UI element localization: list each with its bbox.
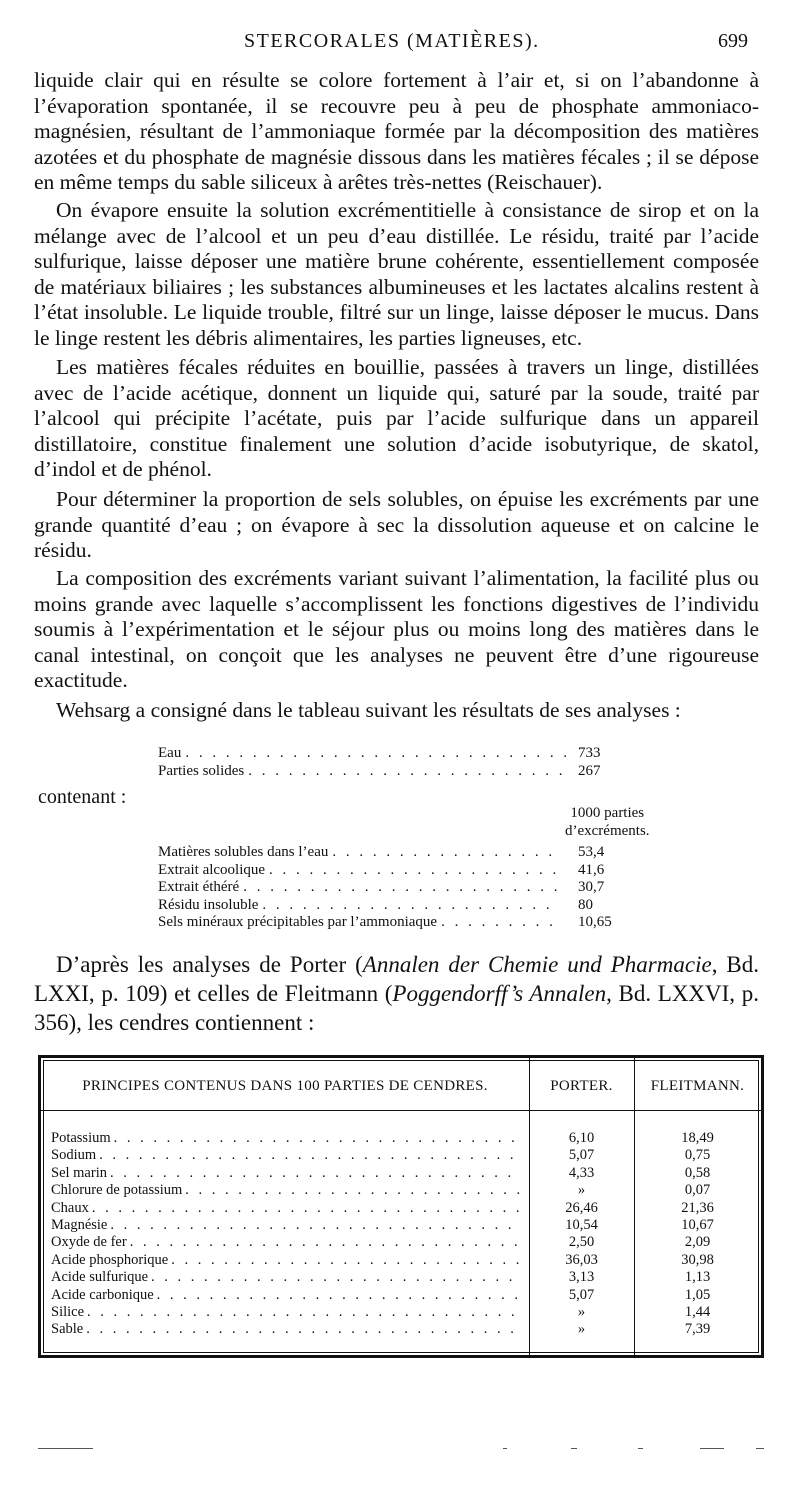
principle-name: Acide carbonique [51,1286,154,1303]
totals-label: Eau [158,745,182,761]
component-value: 80 [578,896,593,913]
intro-text-3: , Bd. LXXVI, p. 356), les cendres contiennent : [34,981,759,1035]
porter-value: 5,07 [568,1286,595,1303]
scan-mark [503,1448,507,1449]
table-row [51,1130,757,1147]
table-row [51,1269,757,1286]
components-list [158,844,638,932]
scan-mark [638,1448,643,1449]
fleitmann-value: 1,44 [684,1303,711,1320]
component-label: Extrait éthéré [158,879,240,895]
totals-row [158,762,618,780]
component-row [158,879,638,897]
leader-dots [171,1252,521,1269]
scan-mark [38,1448,93,1449]
leader-dots [262,897,560,915]
principle-name: Acide sulfurique [51,1269,149,1286]
leader-dots [151,1269,521,1286]
fleitmann-value: 0,07 [684,1182,711,1199]
porter-value: » [577,1182,586,1199]
fleitmann-value: 0,75 [684,1147,711,1164]
leader-dots [441,914,560,932]
table-row [51,1287,757,1304]
fleitmann-value: 1,13 [684,1269,711,1286]
totals-list [158,744,618,780]
leader-dots [92,1200,521,1217]
table-row [51,1234,757,1251]
principle-name: Potassium [51,1130,111,1146]
porter-value: 26,46 [565,1199,598,1216]
totals-label: Parties solides [158,763,245,779]
ash-composition-table [38,1055,764,1358]
fleitmann-value: 0,58 [684,1164,711,1181]
table-header [41,1058,761,1111]
porter-value: 6,10 [568,1130,595,1146]
principle-name: Sodium [51,1147,97,1164]
header-porter: PORTER. [550,1078,613,1094]
column-caption [565,804,650,840]
component-value: 53,4 [578,844,605,860]
leader-dots [110,1165,521,1182]
principle-name: Chaux [51,1199,89,1216]
porter-value: 3,13 [568,1269,595,1286]
table-row [51,1147,757,1164]
component-row [158,844,638,862]
leader-dots [248,762,566,780]
fleitmann-value: 18,49 [681,1130,714,1146]
leader-dots [243,879,560,897]
principle-name: Sel marin [51,1164,107,1181]
porter-value: 10,54 [565,1216,598,1233]
leader-dots [332,844,560,862]
table-row [51,1182,757,1199]
principle-name: Silice [51,1303,85,1320]
scan-mark [571,1448,577,1449]
leader-dots [86,1321,521,1338]
intro-text-1: D’après les analyses de Porter ( [56,952,363,977]
table-body [51,1130,757,1339]
leader-dots [185,744,566,762]
porter-value: 4,33 [568,1164,595,1181]
paragraph-6: Wehsarg a consigné dans le tableau suivant les résultats de ses analyses : [56,698,681,722]
paragraph-3: Les matières fécales réduites en bouillie, passées à travers un linge, distillées avec de l’acide acétique, donnent un liquide qui, saturé par la soude, traité par l’alcool qui précipite l’acétate, puis par l’acide sulfurique dans un appareil distillatoire, constitue finalement une solution d’acide isobutyrique, de skatol, d’indol et de phénol. [34,355,759,481]
component-label: Résidu insoluble [158,896,259,913]
fleitmann-value: 1,05 [684,1286,711,1303]
running-head: STERCORALES (MATIÈRES). [244,30,540,52]
porter-value: » [577,1303,586,1320]
table-row [51,1200,757,1217]
porter-value: 36,03 [565,1251,598,1268]
porter-value: 2,50 [568,1234,595,1251]
component-row [158,862,638,880]
component-value: 10,65 [578,914,612,930]
component-value: 30,7 [578,879,605,895]
leader-dots [269,862,560,880]
totals-value: 267 [578,763,601,779]
leader-dots [99,1147,521,1164]
totals-value: 733 [578,745,601,761]
component-label: Extrait alcoolique [158,861,266,878]
table-row [51,1165,757,1182]
fleitmann-value: 10,67 [681,1216,714,1233]
leader-dots [157,1287,521,1304]
totals-row [158,744,618,762]
page-edge-marks [38,1448,764,1454]
table-row [51,1304,757,1321]
leader-dots [114,1130,521,1147]
component-value: 41,6 [578,861,605,878]
fleitmann-value: 30,98 [681,1251,714,1268]
paragraph-2: On évapore ensuite la solution excrémentitielle à consistance de sirop et on la mélange avec de l’alcool et un peu d’eau distillée. Le résidu, traité par l’acide sulfurique, laisse déposer une matière brune cohérente, essentiellement composée de matériaux biliaires ; les substances albumineuses et les lactates alcalins restent à l’état insoluble. Le liquide trouble, filtré sur un linge, laisse déposer le mucus. Dans le linge restent les débris alimentaires, les parties ligneuses, etc. [34,198,759,350]
leader-dots [110,1217,521,1234]
page-number: 699 [718,30,748,52]
principle-name: Acide phosphorique [51,1251,169,1268]
fleitmann-value: 7,39 [684,1321,711,1338]
column-caption-line-1: 1000 parties [570,805,645,821]
page-header [0,30,800,60]
table-row [51,1252,757,1269]
intro-text-2: , Bd. LXXI, p. 109) et celles de Fleitmann ( [34,952,760,1006]
leader-dots [185,1182,521,1199]
reference-annalen-chemie: Annalen der Chemie und Pharmacie [362,952,712,977]
scan-mark [756,1448,764,1449]
porter-value: 5,07 [568,1147,595,1164]
component-row [158,914,638,932]
paragraph-1: liquide clair qui en résulte se colore fortement à l’air et, si on l’abandonne à l’évaporation spontanée, il se recouvre peu à peu de phosphate ammoniaco-magnésien, résultant de l’ammoniaque formée par la décomposition des matières azotées et du phosphate de magnésie dissous dans les matières fécales ; il se dépose en même temps du sable siliceux à arêtes très-nettes (Reischauer). [34,68,759,194]
fleitmann-value: 21,36 [681,1199,714,1216]
fleitmann-value: 2,09 [684,1234,711,1251]
scan-mark [700,1448,724,1449]
leader-dots [130,1234,521,1251]
paragraph-5: La composition des excréments variant suivant l’alimentation, la facilité plus ou moins grande avec laquelle s’accomplissent les fonctions digestives de l’individu soumis à l’expérimentation et le séjour plus ou moins long des matières dans le canal intestinal, on conçoit que les analyses ne peuvent être d’une rigoureuse exactitude. [34,566,759,692]
paragraph-4: Pour déterminer la proportion de sels solubles, on épuise les excréments par une grande quantité d’eau ; on évapore à sec la dissolution aqueuse et on calcine le résidu. [34,487,759,562]
component-row [158,897,638,915]
intro-sentence [34,950,759,1037]
contenant-label: contenant : [38,786,127,808]
principle-name: Oxyde de fer [51,1234,127,1251]
principle-name: Magnésie [51,1216,108,1233]
principle-name: Chlorure de potassium [51,1182,183,1199]
component-label: Sels minéraux précipitables par l’ammoniaque [158,914,438,930]
reference-poggendorff: Poggendorff’s Annalen [392,981,607,1006]
header-fleitmann: FLEITMANN. [650,1078,745,1094]
leader-dots [87,1304,521,1321]
column-caption-line-2: d’excréments. [565,823,650,839]
header-principles: PRINCIPES CONTENUS DANS 100 PARTIES DE CENDRES. [82,1078,488,1094]
porter-value: » [577,1321,586,1338]
table-row [51,1217,757,1234]
principle-name: Sable [51,1321,84,1338]
table-row [51,1321,757,1338]
component-label: Matières solubles dans l’eau [158,844,329,860]
